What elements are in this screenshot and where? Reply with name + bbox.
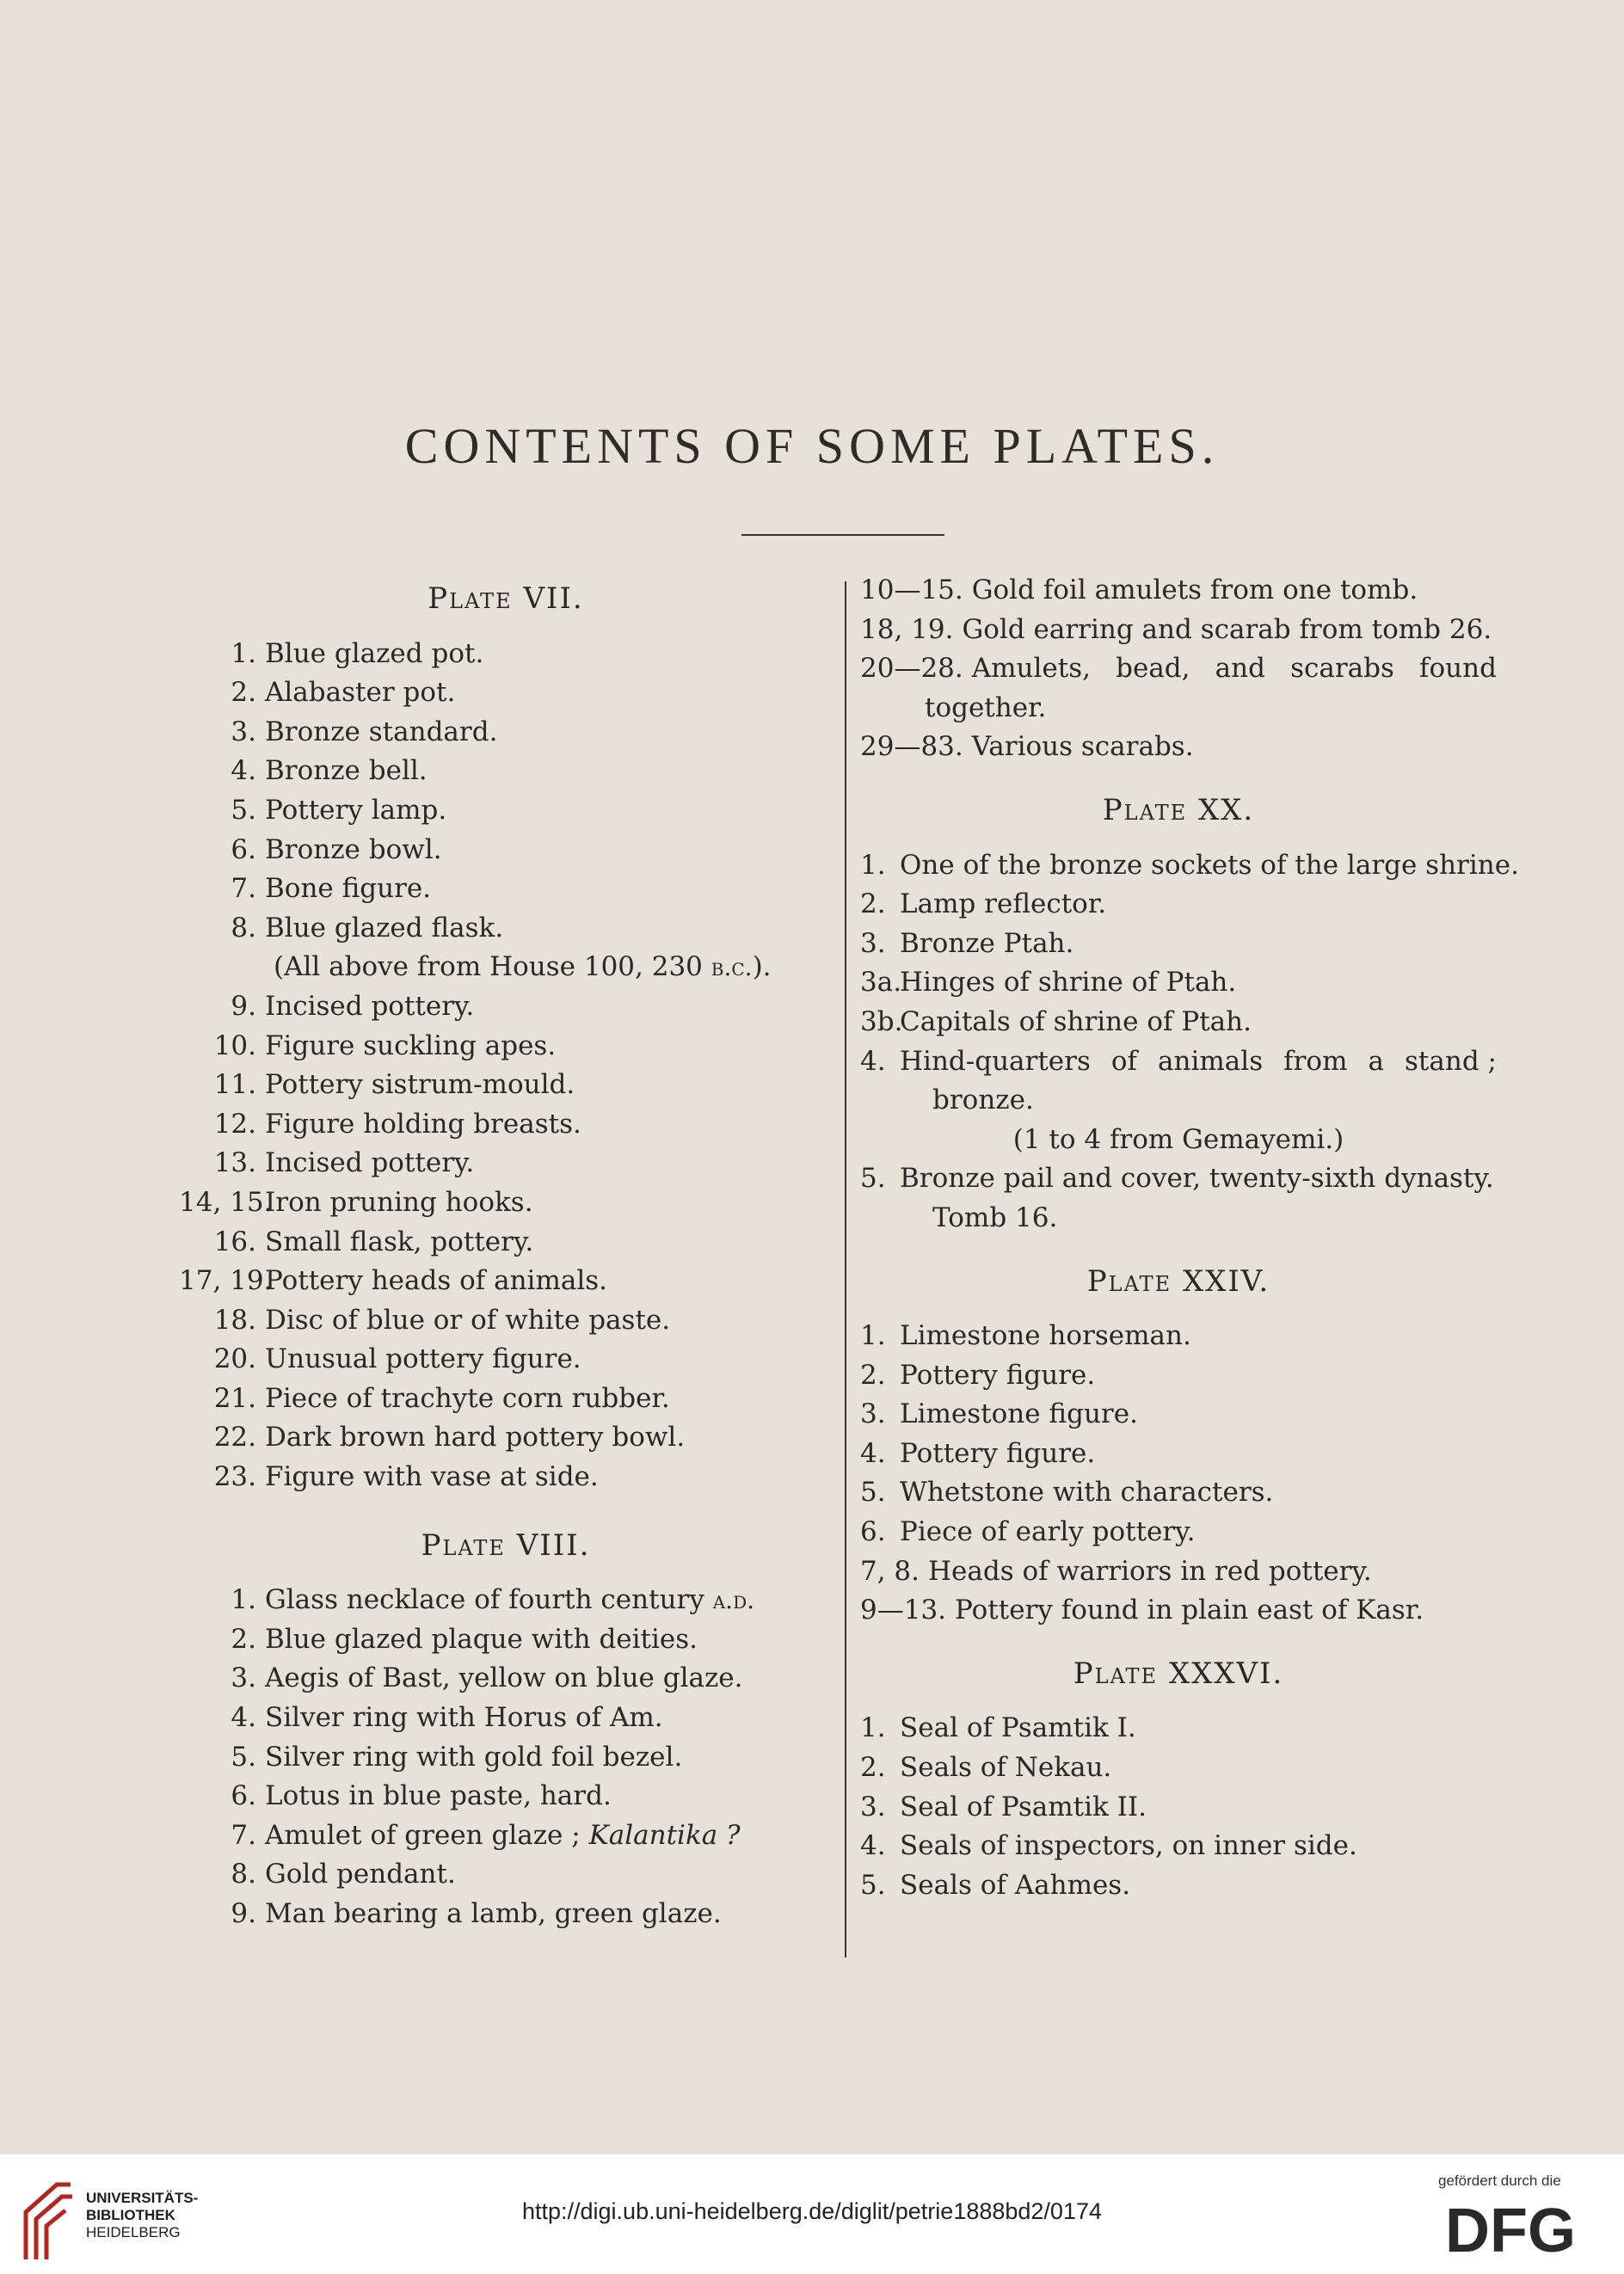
item-continuation: bronze. [932,1085,1034,1116]
list-item [196,1816,781,1856]
funding-label: gefördert durch die [1438,2173,1561,2189]
list-item [860,1866,1497,1906]
item-text: Unusual pottery figure. [265,1343,581,1375]
list-item [860,1435,1497,1474]
list-item [196,987,781,1027]
item-text: Lotus in blue paste, hard. [265,1780,612,1812]
item-number: 7, 8. [860,1555,920,1587]
list-item [196,791,781,831]
item-number: 17, 19. [179,1265,273,1297]
plate-vii-list [196,635,781,949]
item-text: Figure with vase at side. [265,1461,599,1493]
item-text: Aegis of Bast, yellow on blue glaze. [265,1662,743,1694]
item-text: Blue glazed plaque with deities. [265,1623,698,1655]
item-text: Silver ring with gold foil bezel. [265,1741,683,1773]
plate-heading: Plate XXIV. [1086,1263,1270,1299]
item-text: Seal of Psamtik II. [900,1791,1147,1822]
item-text: Whetstone with characters. [900,1477,1274,1509]
plate-vii-list-continued [179,987,781,1497]
item-text: Alabaster pot. [265,677,456,709]
word: animals [1158,1045,1264,1077]
list-item [196,1855,781,1895]
item-text: Bronze bell. [265,755,428,787]
list-item [860,963,1497,1003]
item-text: Incised pottery. [265,1147,475,1179]
item-number: 20. [213,1343,256,1375]
item-text [972,649,1497,689]
item-number: 13. [213,1147,256,1179]
list-item [196,635,781,674]
source-url-link[interactable]: http://digi.ub.uni-heidelberg.de/diglit/petrie1888bd2/0174 [521,2198,1102,2224]
item-text: Hinges of shrine of Ptah. [900,967,1237,999]
word: found [1419,653,1497,685]
item-number: 2. [860,1752,886,1784]
svg-text:DFG: DFG [1445,2200,1576,2260]
word: scarabs [1290,653,1394,685]
column-divider [845,581,846,1957]
list-item [860,1513,1497,1552]
item-number: 7. [231,873,256,905]
item-number: 6. [231,1780,256,1812]
item-text: Limestone figure. [900,1398,1138,1430]
left-column [179,580,781,1934]
list-item [196,1620,781,1660]
item-text: Silver ring with Horus of Am. [265,1702,663,1734]
word: of [1110,1045,1138,1077]
list-item [196,1458,781,1497]
list-item [196,1105,781,1145]
item-text: Seal of Psamtik I. [900,1712,1136,1744]
plate-xxiv-list [860,1317,1497,1631]
item-text: Glass necklace of fourth century a.d. [265,1584,754,1616]
list-item [196,1340,781,1380]
item-text: Lamp reflector. [900,888,1107,920]
list-item [196,1659,781,1699]
item-text: Piece of trachyte corn rubber. [265,1382,670,1414]
item-text: Dark brown hard pottery bowl. [265,1422,686,1454]
list-item [860,1788,1497,1828]
word: bead, [1116,653,1190,685]
item-number: 10. [213,1029,256,1061]
item-number: 4. [860,1045,886,1077]
item-text: Figure holding breasts. [265,1108,581,1140]
list-item [196,909,781,949]
library-name: UNIVERSITÄTS- BIBLIOTHEK HEIDELBERG [86,2190,199,2240]
item-text: Pottery figure. [900,1437,1096,1469]
list-item [860,846,1519,886]
item-number: 1. [860,1712,886,1744]
list-item [196,1895,781,1934]
item-number: 3. [860,1791,886,1822]
item-text: Figure suckling apes. [265,1029,557,1061]
list-item [196,870,781,909]
list-item [196,1144,781,1183]
item-number: 6. [860,1516,886,1548]
item-text: Bronze bowl. [265,833,442,865]
word: a [1368,1045,1384,1077]
item-number: 4. [231,1702,256,1734]
list-item [860,1827,1497,1866]
item-text: Various scarabs. [971,731,1194,763]
item-number: 1. [860,1320,886,1352]
item-number: 5. [231,1741,256,1773]
item-number: 5. [860,1869,886,1901]
list-item [196,1380,781,1419]
item-text: Bronze pail and cover, twenty-sixth dynasty. [900,1163,1494,1195]
item-text: Heads of warriors in red pottery. [928,1555,1372,1587]
plate-xxxvi-list [860,1709,1497,1905]
list-item [860,611,1497,650]
item-text: Gold pendant. [265,1859,456,1890]
list-item [860,1395,1497,1435]
item-text: Pottery lamp. [265,794,447,826]
item-text: Iron pruning hooks. [265,1186,533,1218]
item-number: 5. [860,1477,886,1509]
item-number: 9—13. [860,1595,947,1626]
item-number: 1. [231,637,256,669]
item-number: 8. [231,912,256,943]
item-number: 2. [231,677,256,709]
item-number: 3. [860,927,886,959]
right-column [860,571,1519,1905]
page-title: CONTENTS OF SOME PLATES. [404,418,1220,474]
plate-heading: Plate VII. [428,581,584,616]
item-number: 9. [231,1898,256,1929]
plate-note: (1 to 4 from Gemayemi.) [1012,1123,1344,1155]
item-number: 1. [231,1584,256,1616]
item-number: 12. [213,1108,256,1140]
list-item [196,1027,781,1066]
item-number: 3a. [860,967,902,999]
item-number: 6. [231,833,256,865]
item-text: Piece of early pottery. [900,1516,1196,1548]
list-item [196,752,781,791]
list-item [196,1738,781,1778]
item-text: Seals of Nekau. [900,1752,1112,1784]
item-text: Man bearing a lamb, green glaze. [265,1898,722,1929]
list-item [196,713,781,753]
item-number: 3. [231,1662,256,1694]
item-number: 10—15. [860,575,963,605]
list-item [860,1317,1497,1356]
item-text: Pottery found in plain east of Kasr. [955,1595,1424,1626]
word: Amulets, [971,653,1091,685]
item-number: 2. [860,888,886,920]
list-item [196,1581,781,1620]
item-number: 5. [231,794,256,826]
item-number: 4. [860,1437,886,1469]
item-text: Gold earring and scarab from tomb 26. [962,613,1492,645]
item-number: 29—83. [860,731,963,763]
item-text: Limestone horseman. [900,1320,1191,1352]
plate-heading: Plate VIII. [421,1527,591,1563]
item-number: 3. [860,1398,886,1430]
item-number: 14, 15. [179,1186,273,1218]
word: Hind-quarters [900,1045,1091,1077]
item-text: Bronze standard. [265,716,498,747]
item-number: 21. [213,1382,256,1414]
item-text: One of the bronze sockets of the large shrine. [900,849,1519,881]
word: and [1215,653,1265,685]
item-continuation: Tomb 16. [932,1202,1058,1233]
list-item [196,831,781,870]
item-text: Seals of Aahmes. [900,1869,1131,1901]
list-item [196,1066,781,1105]
title-rule [741,534,944,536]
item-number: 16. [213,1226,256,1257]
plate-viii-list-end [196,1855,781,1933]
word: from [1283,1045,1348,1077]
item-number: 7. [231,1819,256,1851]
list-item [860,1159,1497,1199]
list-item [196,1301,781,1341]
list-item [860,1552,1497,1592]
item-text: Bone figure. [265,873,432,905]
item-number: 1. [860,849,886,881]
item-number: 5. [860,1163,886,1195]
item-text: Amulet of green glaze ; Kalantika ? [265,1819,741,1851]
item-number: 3b. [860,1005,903,1037]
item-text: Capitals of shrine of Ptah. [900,1005,1252,1037]
plate-heading: Plate XXXVI. [1073,1656,1284,1691]
item-text: Pottery figure. [900,1359,1096,1391]
item-text: Pottery sistrum-mould. [265,1069,575,1101]
list-item [860,728,1497,767]
list-item [196,673,781,713]
plate-viii-list [196,1620,781,1816]
item-text: Small flask, pottery. [265,1226,534,1257]
list-item [860,571,1497,611]
list-item [860,1591,1497,1631]
list-item [196,1418,781,1458]
item-number: 18. [213,1304,256,1336]
item-number: 3. [231,716,256,747]
list-item [179,1262,781,1301]
item-number: 23. [213,1461,256,1493]
plate-xx-list [860,846,1519,1042]
list-item [860,925,1497,964]
item-text: Bronze Ptah. [900,927,1074,959]
item-text: Incised pottery. [265,990,475,1022]
list-item [860,649,1497,689]
list-item [196,1699,781,1738]
list-item [860,1042,1497,1082]
item-number: 4. [860,1830,886,1862]
item-number: 2. [860,1359,886,1391]
plate-viii-continued-list [860,571,1497,649]
list-item [860,1473,1497,1513]
list-item [196,1223,781,1263]
item-number: 18, 19. [860,613,954,645]
item-number: 8. [231,1859,256,1890]
item-text: Blue glazed flask. [265,912,504,943]
item-number: 2. [231,1623,256,1655]
list-item [860,1356,1497,1396]
word: stand ; [1405,1045,1497,1077]
list-item [179,1183,781,1223]
item-text: Seals of inspectors, on inner side. [900,1830,1357,1862]
plate-heading: Plate XX. [1102,792,1255,827]
item-number: 20—28. [860,653,963,685]
item-number: 22. [213,1422,256,1454]
item-text: Blue glazed pot. [265,637,484,669]
list-item [860,1709,1497,1749]
item-text: Pottery heads of animals. [265,1265,608,1297]
item-text: Gold foil amulets from one tomb. [971,575,1418,605]
item-text: Disc of blue or of white paste. [265,1304,671,1336]
item-number: 4. [231,755,256,787]
item-number: 11. [213,1069,256,1101]
item-text [900,1042,1497,1082]
list-item [196,1777,781,1816]
plate-note: (All above from House 100, 230 b.c.). [274,951,772,983]
item-continuation: together. [925,691,1047,723]
dfg-logo-icon [1445,2200,1609,2264]
item-number: 9. [231,990,256,1022]
list-item [860,885,1497,925]
list-item [860,1003,1497,1042]
list-item [860,1749,1497,1788]
